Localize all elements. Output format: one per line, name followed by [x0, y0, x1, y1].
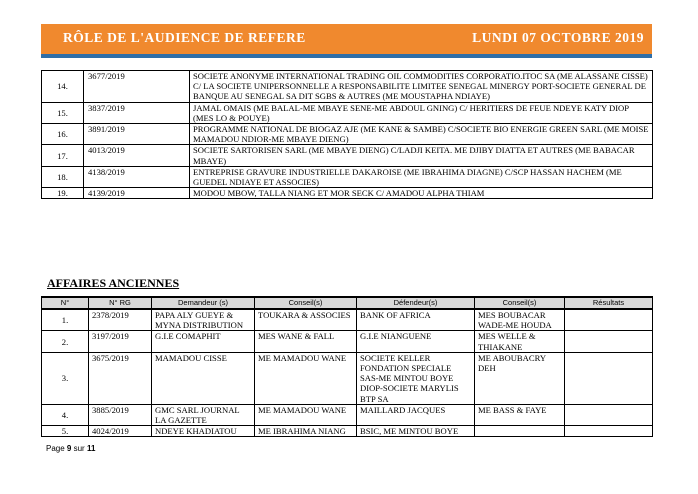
case-rg: 4138/2019 [84, 166, 190, 187]
case-resultats [565, 309, 653, 331]
case-conseil-demandeur: ME MAMADOU WANE [255, 404, 357, 425]
table-row [42, 426, 653, 437]
table-row [42, 309, 653, 331]
case-number: 19. [42, 188, 84, 199]
header-num: N° [42, 297, 89, 309]
table-row [42, 102, 653, 123]
table-row [42, 124, 653, 145]
case-number: 14. [42, 71, 84, 103]
cases-continued-table [41, 70, 653, 199]
case-demandeur: PAPA ALY GUEYE & MYNA DISTRIBUTION [152, 309, 255, 331]
case-conseil-defendeur: MES WELLE & THIAKANE [475, 331, 565, 352]
case-defendeur: G.I.E NIANGUENE [357, 331, 475, 352]
case-number: 3. [42, 352, 89, 404]
table-row [42, 352, 653, 404]
case-conseil-demandeur: TOUKARA & ASSOCIES [255, 309, 357, 331]
table-row [42, 188, 653, 199]
case-conseil-defendeur: ME BASS & FAYE [475, 404, 565, 425]
case-parties: JAMAL OMAIS (ME BALAL-ME MBAYE SENE-ME ABDOUL GNING) C/ HERITIERS DE FEUE NDEYE KATY DIOP (MES LO & POUYE) [190, 102, 653, 123]
header-rg: N° RG [89, 297, 152, 309]
case-conseil-demandeur: ME MAMADOU WANE [255, 352, 357, 404]
footer-sur-label: sur [73, 444, 85, 453]
header-conseil-demandeur: Conseil(s) [255, 297, 357, 309]
header-conseil-defendeur: Conseil(s) [475, 297, 565, 309]
case-number: 17. [42, 145, 84, 166]
case-rg: 3675/2019 [89, 352, 152, 404]
case-rg: 3677/2019 [84, 71, 190, 103]
case-conseil-defendeur [475, 426, 565, 437]
case-number: 15. [42, 102, 84, 123]
case-demandeur: GMC SARL JOURNAL LA GAZETTE [152, 404, 255, 425]
case-parties: SOCIETE ANONYME INTERNATIONAL TRADING OIL COMMODITIES CORPORATIO.ITOC SA (ME ALASSANE CISSE) C/ LA SOCIETE UNIPERSONNELLE A RESPONSABILITE LIMITEE SENEGAL MINERGY PORT-SOCIETE GENERAL DE BANQUE AU SENEGAL SA DIT SGBS & AUTRES (ME MOUSTAPHA NDIAYE) [190, 71, 653, 103]
table-row [42, 145, 653, 166]
case-conseil-demandeur: MES WANE & FALL [255, 331, 357, 352]
header-banner [41, 24, 652, 54]
case-rg: 3891/2019 [84, 124, 190, 145]
case-defendeur: MAILLARD JACQUES [357, 404, 475, 425]
table-row [42, 166, 653, 187]
case-conseil-defendeur: ME ABOUBACRY DEH [475, 352, 565, 404]
footer-page-label: Page [46, 444, 65, 453]
case-parties: MODOU MBOW, TALLA NIANG ET MOR SECK C/ AMADOU ALPHA THIAM [190, 188, 653, 199]
case-number: 2. [42, 331, 89, 352]
case-number: 16. [42, 124, 84, 145]
header-underline [41, 54, 652, 58]
case-rg: 2378/2019 [89, 309, 152, 331]
header-resultats: Résultats [565, 297, 653, 309]
old-cases-header-row [42, 297, 653, 309]
case-resultats [565, 404, 653, 425]
case-rg: 4139/2019 [84, 188, 190, 199]
case-number: 18. [42, 166, 84, 187]
old-cases-table [41, 296, 653, 437]
case-rg: 4024/2019 [89, 426, 152, 437]
case-parties: PROGRAMME NATIONAL DE BIOGAZ AJE (ME KANE & SAMBE) C/SOCIETE BIO ENERGIE GREEN SARL (ME MOISE MAMADOU NDIOR-ME MBAYE DIENG) [190, 124, 653, 145]
case-resultats [565, 426, 653, 437]
case-demandeur: G.I.E COMAPHIT [152, 331, 255, 352]
case-defendeur: BANK OF AFRICA [357, 309, 475, 331]
case-rg: 3885/2019 [89, 404, 152, 425]
case-conseil-demandeur: ME IBRAHIMA NIANG [255, 426, 357, 437]
case-conseil-defendeur: MES BOUBACAR WADE-ME HOUDA [475, 309, 565, 331]
section-title-old-cases: AFFAIRES ANCIENNES [47, 276, 180, 290]
case-resultats [565, 331, 653, 352]
hearing-date: LUNDI 07 OCTOBRE 2019 [472, 30, 644, 45]
footer-current-page: 9 [66, 444, 72, 453]
table-row [42, 71, 653, 103]
case-demandeur: MAMADOU CISSE [152, 352, 255, 404]
case-defendeur: BSIC, ME MINTOU BOYE [357, 426, 475, 437]
table-row [42, 404, 653, 425]
case-resultats [565, 352, 653, 404]
header-defendeur: Défendeur(s) [357, 297, 475, 309]
case-number: 1. [42, 309, 89, 331]
case-rg: 4013/2019 [84, 145, 190, 166]
header-demandeur: Demandeur (s) [152, 297, 255, 309]
table-row [42, 331, 653, 352]
case-demandeur: NDEYE KHADIATOU [152, 426, 255, 437]
case-defendeur: SOCIETE KELLER FONDATION SPECIALE SAS-ME MINTOU BOYE DIOP-SOCIETE MARYLIS BTP SA [357, 352, 475, 404]
case-number: 5. [42, 426, 89, 437]
document-title: RÔLE DE L'AUDIENCE DE REFERE [63, 30, 306, 45]
page-footer [46, 444, 95, 453]
case-rg: 3197/2019 [89, 331, 152, 352]
case-parties: ENTREPRISE GRAVURE INDUSTRIELLE DAKAROISE (ME IBRAHIMA DIAGNE) C/SCP HASSAN HACHEM (ME GUEDEL NDIAYE ET ASSOCIES) [190, 166, 653, 187]
case-parties: SOCIETE SARTORISEN SARL (ME MBAYE DIENG) C/LADJI KEITA. ME DJIBY DIATTA ET AUTRES (ME BABACAR MBAYE) [190, 145, 653, 166]
case-rg: 3837/2019 [84, 102, 190, 123]
case-number: 4. [42, 404, 89, 425]
footer-total-pages: 11 [86, 444, 96, 453]
